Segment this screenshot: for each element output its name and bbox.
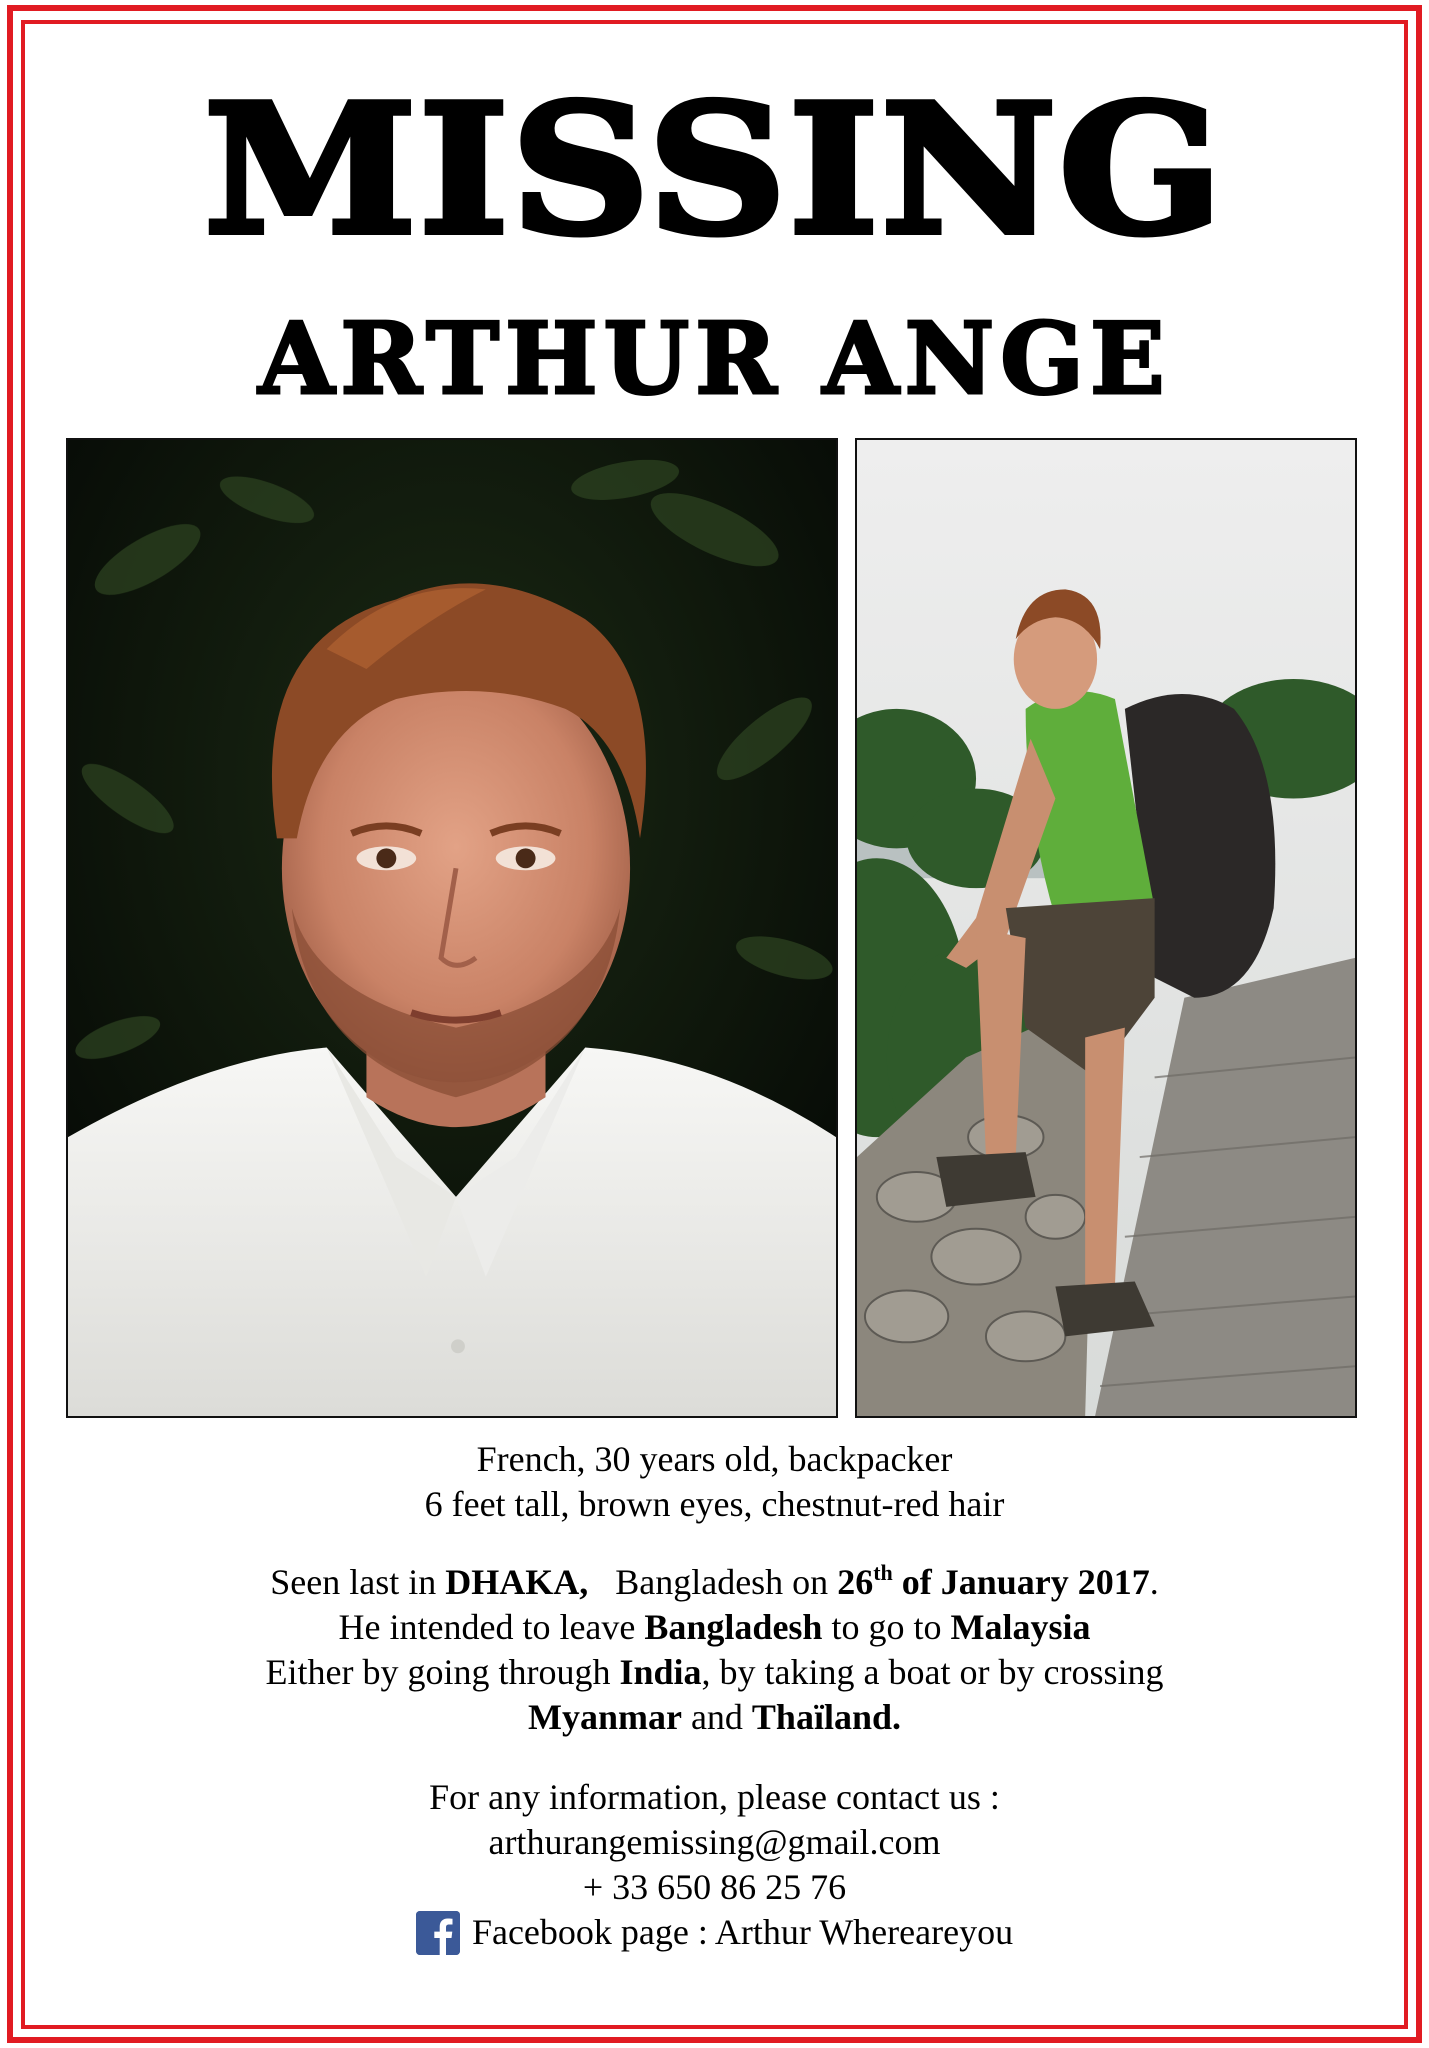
last-seen-country: Bangladesh on [615,1562,838,1602]
route-countries-line [60,1695,1369,1740]
last-seen-prefix: Seen last in [270,1562,446,1602]
route-text-a: He intended to leave [338,1607,645,1647]
last-seen-date [837,1562,1150,1602]
missing-person-name: ARTHUR ANGE [258,302,1171,417]
portrait-photo [66,438,838,1418]
last-seen-day: 26 [837,1562,874,1602]
route-options-a: Either by going through [265,1652,620,1692]
last-seen-date-rest: of January 2017 [892,1562,1150,1602]
route-origin: Bangladesh [644,1607,823,1647]
last-seen-city: DHAKA, [445,1562,589,1602]
contact-facebook-line [60,1910,1369,1966]
contact-intro: For any information, please contact us : [429,1777,1000,1817]
facebook-link[interactable] [416,1910,1013,1955]
last-seen-day-suffix: th [873,1560,893,1585]
description-appearance: 6 feet tall, brown eyes, chestnut-red hair [424,1484,1005,1524]
contact-phone[interactable]: + 33 650 86 25 76 [582,1867,847,1907]
description-block [60,1437,1369,1527]
headline-missing: MISSING [203,65,1226,274]
route-india: India [619,1652,702,1692]
contact-email[interactable]: arthurangemissing@gmail.com [488,1822,941,1862]
description-nationality: French, 30 years old, backpacker [476,1439,953,1479]
facebook-icon [416,1911,460,1955]
route-and: and [681,1697,752,1737]
route-destination: Malaysia [950,1607,1091,1647]
route-options-line [60,1650,1369,1695]
last-seen-line [60,1560,1369,1605]
route-thailand: Thaïland. [751,1697,902,1737]
last-seen-block [60,1560,1369,1740]
last-seen-end: . [1149,1562,1159,1602]
contact-block [60,1775,1369,1966]
facebook-page-label: Facebook page : Arthur Whereareyou [471,1912,1014,1952]
hiker-photo [855,438,1357,1418]
route-text-c: to go to [822,1607,951,1647]
intended-route-line [60,1605,1369,1650]
route-myanmar: Myanmar [527,1697,682,1737]
route-options-c: , by taking a boat or by crossing [701,1652,1164,1692]
